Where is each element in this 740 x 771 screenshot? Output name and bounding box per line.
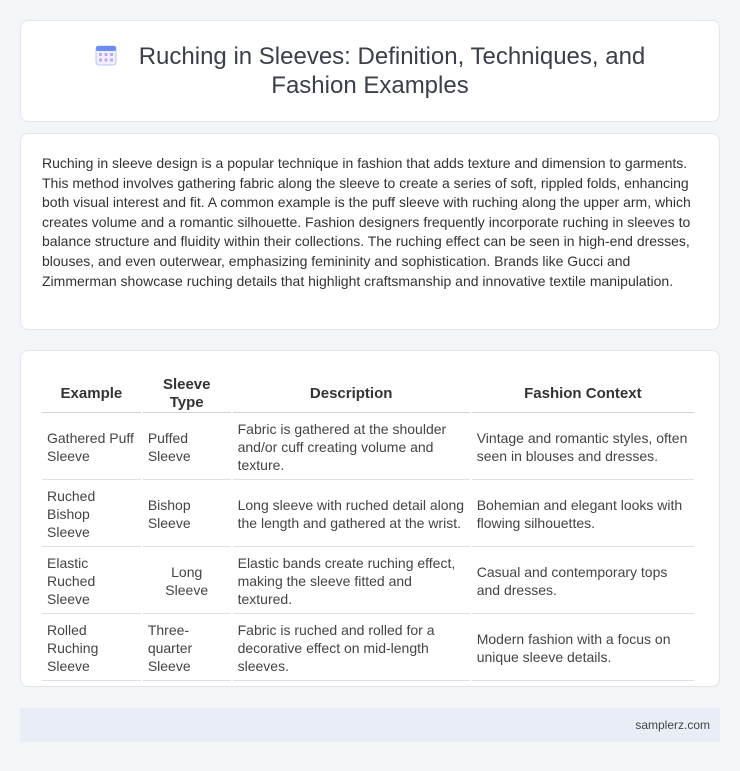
cell-example: Ruched Bishop Sleeve: [42, 482, 141, 547]
ruching-examples-table: [40, 371, 696, 683]
header-fashion-context: Fashion Context: [472, 373, 694, 413]
cell-description: Fabric is ruched and rolled for a decorative effect on mid-length sleeves.: [233, 616, 470, 681]
cell-description: Fabric is gathered at the shoulder and/or cuff creating volume and texture.: [233, 415, 470, 480]
table-row: [42, 415, 694, 480]
header-sleeve-type: Sleeve Type: [143, 373, 231, 413]
intro-paragraph: Ruching in sleeve design is a popular technique in fashion that adds texture and dimension to garments. This method involves gathering fabric along the sleeve to create a series of soft, rippled folds, enhancing both visual interest and fit. A common example is the puff sleeve with ruching along the upper arm, which creates volume and a romantic silhouette. Fashion designers frequently incorporate ruching in sleeves to balance structure and fluidity within their collections. The ruching effect can be seen in high-end dresses, blouses, and even outerwear, emphasizing femininity and sophistication. Brands like Gucci and Zimmerman showcase ruching details that highlight craftsmanship and innovative textile manipulation.: [42, 155, 691, 289]
cell-fashion-context: Vintage and romantic styles, often seen in blouses and dresses.: [472, 415, 694, 480]
table-header-row: [42, 373, 694, 413]
table-row: [42, 616, 694, 681]
calendar-icon: [95, 44, 117, 66]
cell-sleeve-type: Long Sleeve: [143, 549, 231, 614]
cell-description: Elastic bands create ruching effect, making the sleeve fitted and textured.: [233, 549, 470, 614]
cell-example: Elastic Ruched Sleeve: [42, 549, 141, 614]
footer-site-link[interactable]: samplerz.com: [635, 718, 710, 732]
header-description: Description: [233, 373, 470, 413]
table-card: [20, 350, 720, 687]
cell-sleeve-type: Three-quarter Sleeve: [143, 616, 231, 681]
cell-sleeve-type: Puffed Sleeve: [143, 415, 231, 480]
table-row: [42, 482, 694, 547]
cell-fashion-context: Modern fashion with a focus on unique sleeve details.: [472, 616, 694, 681]
intro-card: [20, 133, 720, 330]
cell-sleeve-type: Bishop Sleeve: [143, 482, 231, 547]
footer: [20, 708, 720, 742]
cell-description: Long sleeve with ruched detail along the length and gathered at the wrist.: [233, 482, 470, 547]
title-card: [20, 20, 720, 122]
cell-fashion-context: Bohemian and elegant looks with flowing silhouettes.: [472, 482, 694, 547]
page-title-text: Ruching in Sleeves: Definition, Techniques, and Fashion Examples: [138, 43, 646, 99]
page-title: [51, 42, 689, 100]
cell-example: Gathered Puff Sleeve: [42, 415, 141, 480]
cell-example: Rolled Ruching Sleeve: [42, 616, 141, 681]
cell-fashion-context: Casual and contemporary tops and dresses.: [472, 549, 694, 614]
header-example: Example: [42, 373, 141, 413]
table-row: [42, 549, 694, 614]
